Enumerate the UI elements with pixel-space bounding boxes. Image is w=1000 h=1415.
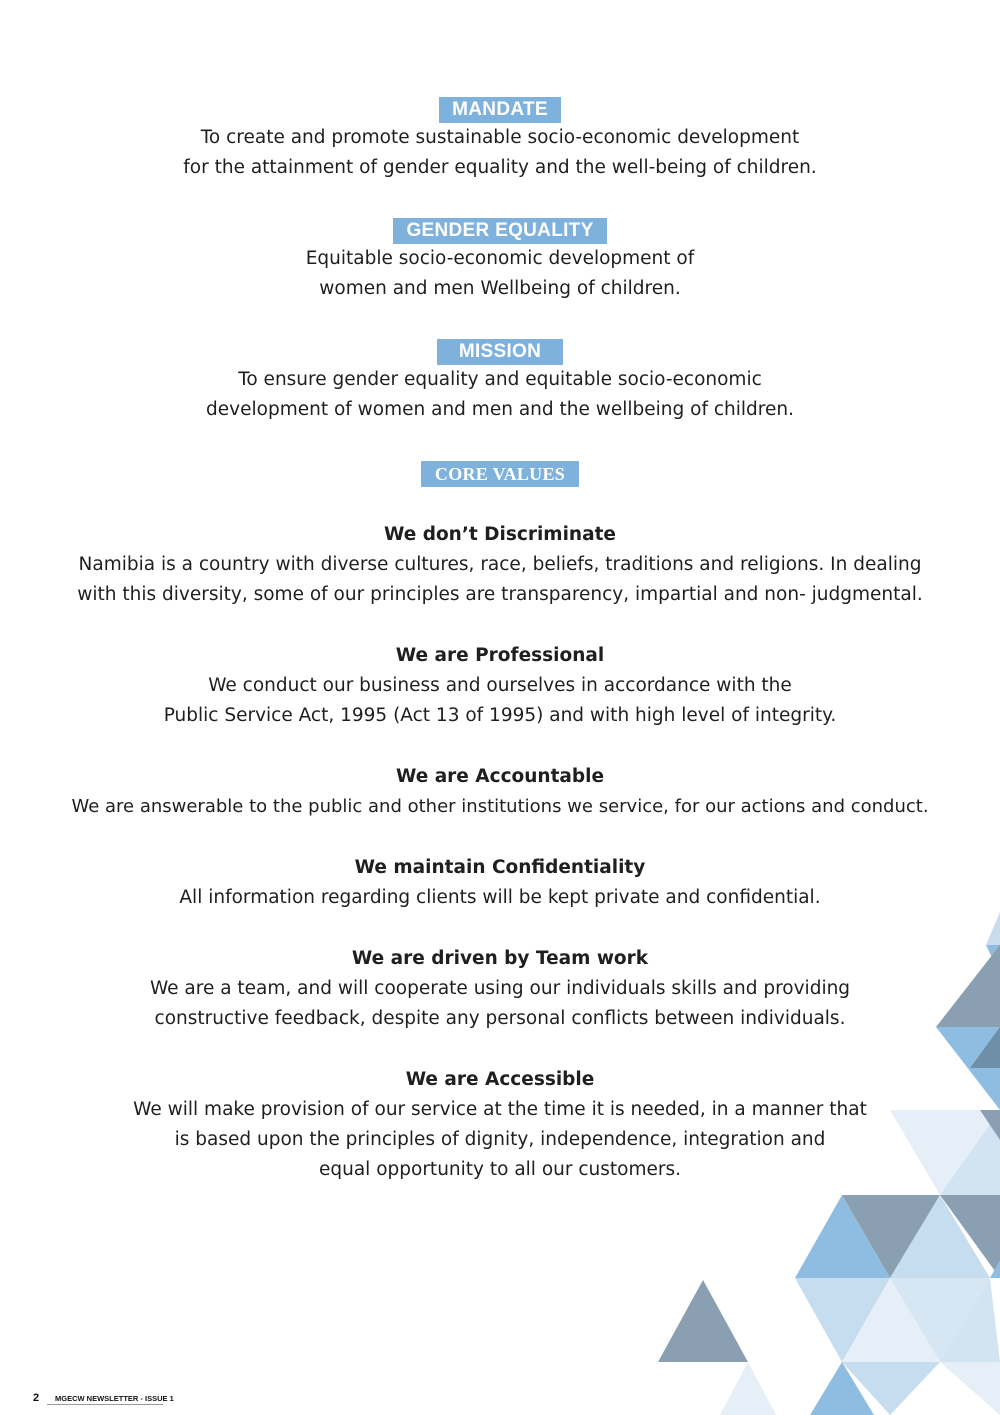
core-values-section bbox=[0, 461, 1000, 487]
core-value-line: is based upon the principles of dignity, independence, integration and bbox=[174, 1129, 826, 1150]
core-value-item bbox=[0, 520, 1000, 610]
core-value-line: equal opportunity to all our customers. bbox=[319, 1159, 681, 1180]
mandate-section bbox=[0, 97, 1000, 183]
core-value-line: with this diversity, some of our principles are transparency, impartial and non- judgmental. bbox=[77, 584, 923, 605]
core-value-heading: We are Professional bbox=[395, 645, 605, 666]
mandate-badge: MANDATE bbox=[439, 97, 561, 123]
core-value-heading: We are Accessible bbox=[405, 1069, 595, 1090]
decor-triangle bbox=[658, 1280, 748, 1362]
core-value-heading: We don’t Discriminate bbox=[384, 524, 616, 545]
core-value-heading: We are driven by Team work bbox=[351, 948, 649, 969]
page-number: 2 bbox=[33, 1392, 40, 1404]
core-value-item bbox=[0, 1065, 1000, 1185]
mission-line: To ensure gender equality and equitable socio-economic bbox=[238, 369, 762, 390]
core-value-line: We will make provision of our service at the time it is needed, in a manner that bbox=[133, 1099, 867, 1120]
mandate-line: for the attainment of gender equality and the well-being of children. bbox=[183, 157, 817, 178]
core-value-line: We conduct our business and ourselves in accordance with the bbox=[208, 675, 792, 696]
mandate-line: To create and promote sustainable socio-economic development bbox=[200, 127, 800, 148]
core-value-item bbox=[0, 944, 1000, 1034]
core-value-item bbox=[0, 641, 1000, 731]
gender-equality-line: Equitable socio-economic development of bbox=[305, 248, 695, 269]
core-value-line: constructive feedback, despite any personal conflicts between individuals. bbox=[154, 1008, 846, 1029]
gender-equality-badge: GENDER EQUALITY bbox=[393, 218, 606, 244]
decor-triangle bbox=[940, 1362, 1000, 1415]
mission-badge: MISSION bbox=[437, 339, 563, 365]
core-value-line: We are answerable to the public and other institutions we service, for our actions and conduct. bbox=[71, 796, 929, 817]
gender-equality-section bbox=[0, 218, 1000, 304]
gender-equality-line: women and men Wellbeing of children. bbox=[319, 278, 681, 299]
decor-triangle bbox=[986, 912, 1000, 945]
core-values-badge: CORE VALUES bbox=[421, 461, 579, 487]
decor-triangle bbox=[720, 1362, 776, 1415]
mission-line: development of women and men and the wellbeing of children. bbox=[206, 399, 794, 420]
core-value-line: All information regarding clients will be kept private and confidential. bbox=[179, 887, 821, 908]
core-value-line: Namibia is a country with diverse cultures, race, beliefs, traditions and religions. In dealing bbox=[78, 554, 922, 575]
core-value-line: Public Service Act, 1995 (Act 13 of 1995) and with high level of integrity. bbox=[163, 705, 837, 726]
newsletter-label: MGECW NEWSLETTER - ISSUE 1 bbox=[47, 1394, 163, 1405]
core-value-line: We are a team, and will cooperate using our individuals skills and providing bbox=[149, 978, 851, 999]
core-value-item bbox=[0, 853, 1000, 913]
core-value-item bbox=[0, 762, 1000, 822]
core-value-heading: We maintain Confidentiality bbox=[354, 857, 646, 878]
core-value-heading: We are Accountable bbox=[395, 766, 605, 787]
mission-section bbox=[0, 339, 1000, 425]
